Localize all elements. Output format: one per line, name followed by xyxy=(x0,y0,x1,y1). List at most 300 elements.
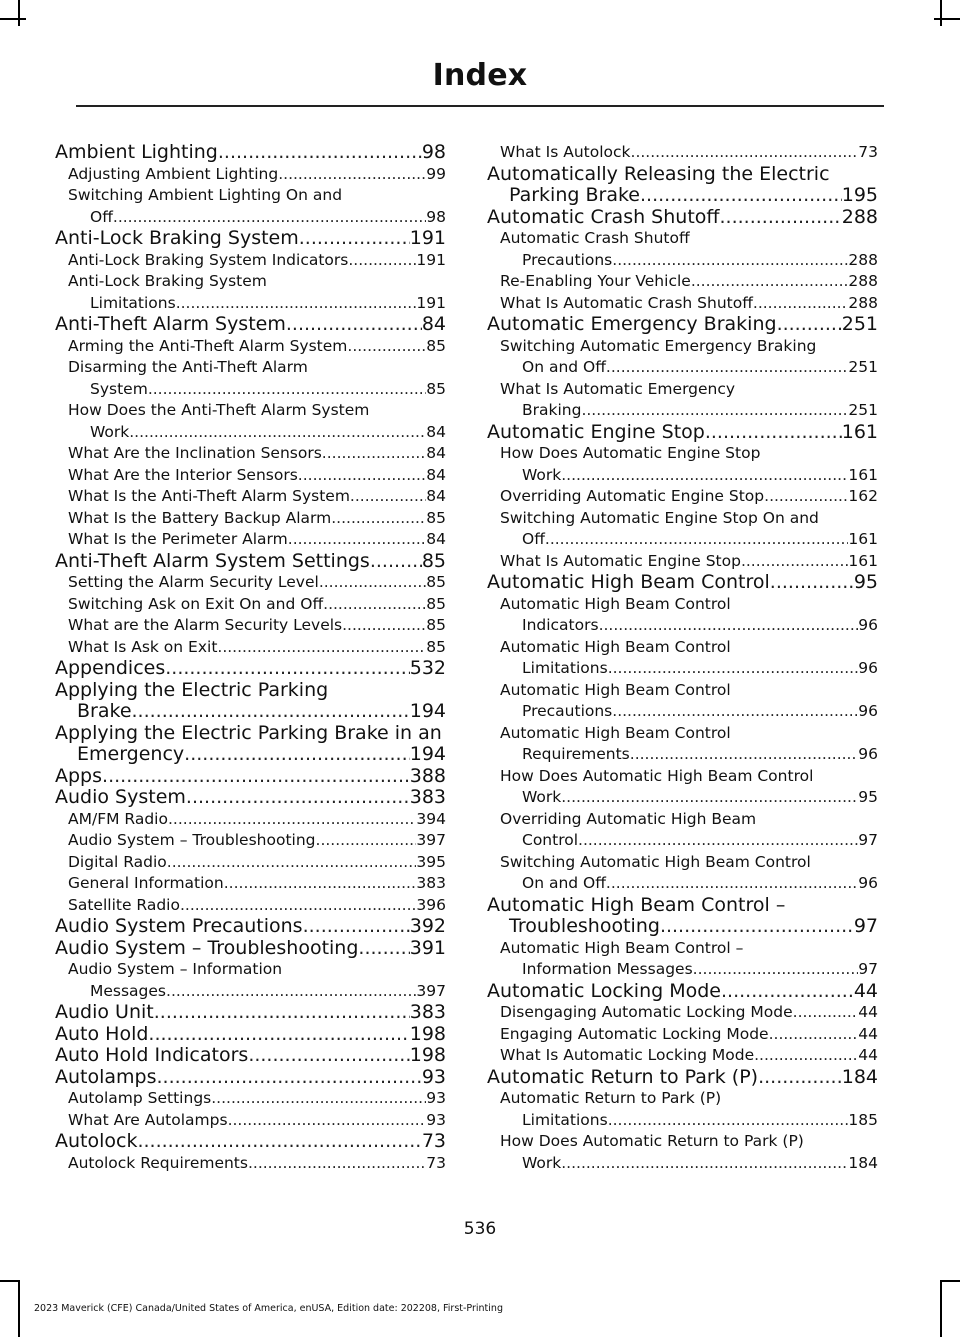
index-heading[interactable] xyxy=(487,895,878,938)
index-entry-line xyxy=(487,680,878,702)
entry-page-number: 73 xyxy=(858,143,878,161)
index-subentry[interactable] xyxy=(487,594,878,637)
entry-page-number: 251 xyxy=(841,313,878,335)
entry-label: Apps xyxy=(55,764,103,787)
index-entry-line xyxy=(55,658,446,680)
index-subentry[interactable] xyxy=(55,465,446,487)
index-subentry[interactable] xyxy=(487,766,878,809)
index-heading[interactable] xyxy=(487,207,878,229)
index-entry-line xyxy=(487,336,878,358)
entry-page-number: 97 xyxy=(858,960,878,978)
entry-label: Re-Enabling Your Vehicle xyxy=(500,272,691,290)
entry-label: Adjusting Ambient Lighting xyxy=(68,164,279,183)
index-entry-line xyxy=(55,895,446,917)
dot-leader xyxy=(581,400,848,422)
dot-leader xyxy=(606,357,848,379)
dot-leader xyxy=(165,658,410,680)
index-entry-continuation xyxy=(487,400,878,422)
index-heading[interactable] xyxy=(55,314,446,336)
index-subentry[interactable] xyxy=(55,529,446,551)
entry-page-number: 98 xyxy=(426,207,446,226)
index-entry-continuation xyxy=(487,873,878,895)
entry-page-number: 85 xyxy=(426,637,446,656)
entry-label: Automatic Locking Mode xyxy=(487,979,721,1002)
index-entry-line xyxy=(55,465,446,487)
index-entry-line xyxy=(487,1067,878,1089)
index-subentry[interactable] xyxy=(487,142,878,164)
entry-page-number: 397 xyxy=(416,831,446,849)
index-entry-line xyxy=(487,443,878,465)
index-subentry[interactable] xyxy=(55,250,446,272)
index-entry-line xyxy=(55,787,446,809)
index-subentry[interactable] xyxy=(487,508,878,551)
index-entry-continuation xyxy=(487,916,878,938)
dot-leader xyxy=(331,508,426,530)
index-entry-line xyxy=(487,1131,878,1153)
index-subentry[interactable] xyxy=(487,271,878,293)
entry-page-number: 388 xyxy=(409,764,446,787)
index-entry-line xyxy=(55,400,446,422)
entry-label: Automatic High Beam Control xyxy=(487,571,770,593)
crop-mark-bottom-left-horizontal xyxy=(0,1280,20,1282)
dot-leader xyxy=(102,766,410,788)
index-entry-line xyxy=(55,529,446,551)
entry-label: Messages xyxy=(90,981,167,1000)
entry-label: Switching Ambient Lighting On and xyxy=(68,186,343,204)
dot-leader xyxy=(113,207,426,229)
index-entry-line xyxy=(487,314,878,336)
entry-label: General Information xyxy=(68,874,224,892)
index-subentry[interactable] xyxy=(55,637,446,659)
index-entry-line xyxy=(487,809,878,831)
entry-label: What Is Automatic Locking Mode xyxy=(500,1046,755,1064)
entry-page-number: 251 xyxy=(848,358,878,376)
dot-leader xyxy=(157,1067,422,1089)
entry-page-number: 396 xyxy=(416,895,446,914)
entry-page-number: 383 xyxy=(416,874,446,892)
index-entry-continuation xyxy=(487,185,878,207)
entry-label: What Is Automatic Emergency xyxy=(500,379,736,398)
entry-label: Auto Hold xyxy=(55,1022,149,1045)
dot-leader xyxy=(350,486,426,508)
crop-mark-bottom-left-vertical xyxy=(18,1280,20,1337)
index-entry-continuation xyxy=(487,529,878,551)
entry-page-number: 84 xyxy=(426,444,446,462)
index-entry-continuation xyxy=(487,1153,878,1175)
index-entry-line xyxy=(487,379,878,401)
entry-page-number: 95 xyxy=(853,571,878,593)
index-subentry[interactable] xyxy=(487,680,878,723)
entry-label: Overriding Automatic High Beam xyxy=(500,809,757,828)
entry-label: Arming the Anti-Theft Alarm System xyxy=(68,336,348,355)
index-subentry[interactable] xyxy=(55,486,446,508)
index-subentry[interactable] xyxy=(487,336,878,379)
dot-leader xyxy=(612,250,848,272)
entry-label: Braking xyxy=(522,401,582,419)
entry-page-number: 394 xyxy=(416,809,446,828)
entry-label: Audio System xyxy=(55,786,186,808)
index-subentry[interactable] xyxy=(487,293,878,315)
entry-label: How Does Automatic Return to Park (P) xyxy=(500,1132,804,1150)
entry-label: Anti-Lock Braking System xyxy=(68,272,267,290)
index-subentry[interactable] xyxy=(487,852,878,895)
entry-label: Applying the Electric Parking xyxy=(55,678,329,701)
entry-page-number: 84 xyxy=(426,422,446,441)
entry-page-number: 198 xyxy=(409,1044,446,1066)
entry-label: Emergency xyxy=(77,743,185,765)
entry-page-number: 97 xyxy=(853,915,878,937)
index-subentry[interactable] xyxy=(55,164,446,186)
entry-page-number: 288 xyxy=(841,205,878,228)
dot-leader xyxy=(741,551,848,573)
entry-label: What Is Autolock xyxy=(500,143,631,161)
entry-page-number: 251 xyxy=(848,401,878,419)
index-entry-line xyxy=(487,766,878,788)
entry-page-number: 96 xyxy=(858,702,878,720)
index-entry-line xyxy=(55,508,446,530)
index-heading[interactable] xyxy=(55,228,446,250)
index-entry-line xyxy=(55,336,446,358)
index-subentry[interactable] xyxy=(487,1024,878,1046)
entry-page-number: 184 xyxy=(848,1153,878,1172)
entry-page-number: 194 xyxy=(409,743,446,765)
index-heading[interactable] xyxy=(55,938,446,960)
entry-label: Satellite Radio xyxy=(68,895,180,914)
entry-label: Automatic Engine Stop xyxy=(487,420,705,443)
dot-leader xyxy=(148,1024,409,1046)
index-heading[interactable] xyxy=(55,142,446,164)
dot-leader xyxy=(764,486,848,508)
entry-label: What Is the Anti-Theft Alarm System xyxy=(68,487,350,505)
index-subentry[interactable] xyxy=(487,379,878,422)
entry-label: Limitations xyxy=(90,293,176,312)
index-entry-line xyxy=(55,1088,446,1110)
index-subentry[interactable] xyxy=(487,938,878,981)
entry-page-number: 85 xyxy=(426,508,446,527)
index-entry-continuation xyxy=(487,465,878,487)
index-subentry[interactable] xyxy=(487,551,878,573)
index-subentry[interactable] xyxy=(55,1153,446,1175)
index-subentry[interactable] xyxy=(487,1131,878,1174)
index-entry-line xyxy=(55,938,446,960)
index-entry-line xyxy=(487,207,878,229)
index-entry-line xyxy=(55,271,446,293)
entry-label: Audio System – Troubleshooting xyxy=(68,831,316,849)
entry-page-number: 161 xyxy=(848,465,878,484)
index-subentry[interactable] xyxy=(487,1002,878,1024)
index-subentry[interactable] xyxy=(55,1110,446,1132)
entry-page-number: 161 xyxy=(848,551,878,570)
index-subentry[interactable] xyxy=(55,1088,446,1110)
entry-page-number: 44 xyxy=(853,979,878,1002)
entry-page-number: 85 xyxy=(426,379,446,398)
dot-leader xyxy=(561,465,848,487)
index-subentry[interactable] xyxy=(55,615,446,637)
index-entry-line xyxy=(55,680,446,702)
index-entry-line xyxy=(55,916,446,938)
entry-label: Anti-Lock Braking System Indicators xyxy=(68,250,349,269)
index-subentry[interactable] xyxy=(55,357,446,400)
index-heading[interactable] xyxy=(55,1024,446,1046)
index-subentry[interactable] xyxy=(487,228,878,271)
entry-page-number: 73 xyxy=(421,1130,446,1152)
dot-leader xyxy=(753,293,849,315)
entry-label: Off xyxy=(90,207,113,226)
index-entry-continuation xyxy=(55,744,446,766)
index-heading[interactable] xyxy=(55,787,446,809)
entry-label: Anti-Theft Alarm System xyxy=(55,313,286,335)
index-entry-line xyxy=(55,250,446,272)
index-entry-line xyxy=(487,142,878,164)
index-entry-line xyxy=(487,1002,878,1024)
index-entry-line xyxy=(55,486,446,508)
index-entry-line xyxy=(55,637,446,659)
index-subentry[interactable] xyxy=(55,271,446,314)
dot-leader xyxy=(769,1024,859,1046)
entry-label: Automatic Return to Park (P) xyxy=(487,1065,759,1088)
index-entry-continuation xyxy=(487,357,878,379)
entry-label: What Is Ask on Exit xyxy=(68,637,218,656)
index-entry-line xyxy=(55,1067,446,1089)
dot-leader xyxy=(358,938,409,960)
dot-leader xyxy=(211,1088,426,1110)
dot-leader xyxy=(217,637,426,659)
index-subentry[interactable] xyxy=(55,873,446,895)
index-subentry[interactable] xyxy=(55,443,446,465)
entry-page-number: 73 xyxy=(426,1153,446,1172)
entry-label: Audio System Precautions xyxy=(55,915,303,937)
dot-leader xyxy=(298,465,426,487)
entry-page-number: 93 xyxy=(421,1065,446,1088)
index-heading[interactable] xyxy=(487,164,878,207)
entry-label: Switching Automatic High Beam Control xyxy=(500,852,811,871)
index-heading[interactable] xyxy=(487,981,878,1003)
entry-label: Information Messages xyxy=(522,960,693,978)
dot-leader xyxy=(599,615,859,637)
entry-page-number: 395 xyxy=(416,852,446,871)
index-subentry[interactable] xyxy=(487,637,878,680)
index-heading[interactable] xyxy=(55,680,446,723)
entry-label: Requirements xyxy=(522,745,630,763)
dot-leader xyxy=(248,1045,409,1067)
dot-leader xyxy=(606,873,858,895)
entry-label: Autolock Requirements xyxy=(68,1153,248,1172)
entry-label: Work xyxy=(522,465,562,484)
index-subentry[interactable] xyxy=(487,1088,878,1131)
index-heading[interactable] xyxy=(55,1045,446,1067)
entry-label: Off xyxy=(522,530,545,548)
entry-label: Automatic High Beam Control xyxy=(500,594,731,613)
index-subentry[interactable] xyxy=(487,486,878,508)
index-subentry[interactable] xyxy=(55,895,446,917)
entry-label: Limitations xyxy=(522,659,608,677)
index-entry-continuation xyxy=(487,830,878,852)
entry-label: Autolamps xyxy=(55,1065,157,1088)
entry-label: Brake xyxy=(77,700,132,722)
page-number: 536 xyxy=(463,1219,497,1239)
index-subentry[interactable] xyxy=(55,809,446,831)
entry-label: Automatically Releasing the Electric xyxy=(487,162,830,185)
index-entry-line xyxy=(487,1024,878,1046)
entry-label: Automatic Crash Shutoff xyxy=(487,205,720,228)
index-entry-line xyxy=(55,572,446,594)
index-subentry[interactable] xyxy=(55,830,446,852)
index-heading[interactable] xyxy=(55,916,446,938)
entry-label: Precautions xyxy=(522,250,613,269)
entry-page-number: 191 xyxy=(416,250,446,269)
dot-leader xyxy=(319,572,426,594)
dot-leader xyxy=(608,1110,849,1132)
dot-leader xyxy=(348,250,416,272)
index-entry-continuation xyxy=(55,701,446,723)
dot-leader xyxy=(224,873,417,895)
index-entry-line xyxy=(55,1131,446,1153)
index-heading[interactable] xyxy=(55,1002,446,1024)
entry-label: What Are the Inclination Sensors xyxy=(68,444,322,462)
dot-leader xyxy=(793,1002,859,1024)
index-heading[interactable] xyxy=(487,572,878,594)
index-entry-line xyxy=(487,938,878,960)
entry-page-number: 44 xyxy=(858,1024,878,1043)
entry-page-number: 184 xyxy=(841,1065,878,1088)
entry-label: Engaging Automatic Locking Mode xyxy=(500,1024,769,1043)
index-subentry[interactable] xyxy=(55,594,446,616)
dot-leader xyxy=(640,185,842,207)
dot-leader xyxy=(561,1153,848,1175)
index-subentry[interactable] xyxy=(55,959,446,1002)
entry-page-number: 96 xyxy=(858,745,878,763)
index-column-left xyxy=(55,142,446,1174)
index-subentry[interactable] xyxy=(55,185,446,228)
index-heading[interactable] xyxy=(55,723,446,766)
entry-label: Troubleshooting xyxy=(509,915,660,937)
entry-page-number: 191 xyxy=(416,293,446,312)
index-entry-continuation xyxy=(487,744,878,766)
index-heading[interactable] xyxy=(487,422,878,444)
index-entry-continuation xyxy=(55,422,446,444)
dot-leader xyxy=(303,916,410,938)
entry-label: Autolock xyxy=(55,1130,138,1152)
entry-label: Auto Hold Indicators xyxy=(55,1044,249,1066)
index-subentry[interactable] xyxy=(487,443,878,486)
dot-leader xyxy=(166,981,416,1003)
index-subentry[interactable] xyxy=(55,572,446,594)
entry-label: Automatic High Beam Control xyxy=(500,723,731,742)
entry-label: Anti-Theft Alarm System Settings xyxy=(55,549,370,572)
index-entry-line xyxy=(487,1088,878,1110)
entry-label: Switching Ask on Exit On and Off xyxy=(68,594,324,613)
index-subentry[interactable] xyxy=(487,723,878,766)
dot-leader xyxy=(278,164,426,186)
index-heading[interactable] xyxy=(55,551,446,573)
entry-page-number: 85 xyxy=(421,549,446,572)
index-heading[interactable] xyxy=(487,1067,878,1089)
entry-page-number: 98 xyxy=(421,141,446,163)
entry-label: Appendices xyxy=(55,657,166,679)
entry-page-number: 97 xyxy=(858,831,878,849)
index-heading[interactable] xyxy=(55,766,446,788)
entry-page-number: 93 xyxy=(426,1110,446,1129)
entry-label: Automatic Emergency Braking xyxy=(487,313,777,335)
index-entry-continuation xyxy=(487,250,878,272)
entry-label: Audio Unit xyxy=(55,1001,154,1023)
index-entry-line xyxy=(55,830,446,852)
index-entry-continuation xyxy=(487,701,878,723)
entry-label: Parking Brake xyxy=(509,184,640,206)
index-subentry[interactable] xyxy=(55,400,446,443)
index-entry-line xyxy=(487,508,878,530)
index-heading[interactable] xyxy=(487,314,878,336)
entry-label: Indicators xyxy=(522,616,599,634)
entry-label: Disengaging Automatic Locking Mode xyxy=(500,1003,793,1021)
index-column-right xyxy=(487,142,878,1174)
entry-label: Work xyxy=(90,422,130,441)
entry-page-number: 288 xyxy=(848,250,878,269)
index-heading[interactable] xyxy=(55,1131,446,1153)
entry-page-number: 85 xyxy=(426,594,446,613)
index-entry-continuation xyxy=(55,379,446,401)
entry-page-number: 288 xyxy=(848,293,878,312)
dot-leader xyxy=(322,443,426,465)
index-subentry[interactable] xyxy=(55,508,446,530)
index-entry-line xyxy=(55,551,446,573)
entry-page-number: 85 xyxy=(426,616,446,634)
entry-label: System xyxy=(90,379,148,398)
entry-label: Precautions xyxy=(522,702,613,720)
crop-mark-top-left-vertical xyxy=(18,0,20,26)
dot-leader xyxy=(218,142,422,164)
crop-mark-bottom-right-horizontal xyxy=(940,1280,960,1282)
entry-label: Automatic High Beam Control xyxy=(500,680,731,699)
dot-leader xyxy=(770,572,854,594)
dot-leader xyxy=(154,1002,410,1024)
index-heading[interactable] xyxy=(55,1067,446,1089)
index-entry-line xyxy=(55,1002,446,1024)
dot-leader xyxy=(608,658,859,680)
entry-page-number: 44 xyxy=(858,1046,878,1064)
dot-leader xyxy=(286,314,422,336)
entry-label: How Does Automatic High Beam Control xyxy=(500,766,814,785)
index-subentry[interactable] xyxy=(487,1045,878,1067)
entry-page-number: 96 xyxy=(858,659,878,677)
index-entry-line xyxy=(55,873,446,895)
entry-label: What are the Alarm Security Levels xyxy=(68,616,343,634)
entry-label: Anti-Lock Braking System xyxy=(55,227,299,249)
index-entry-line xyxy=(487,551,878,573)
index-subentry[interactable] xyxy=(55,852,446,874)
dot-leader xyxy=(631,142,859,164)
entry-label: Overriding Automatic Engine Stop xyxy=(500,487,765,505)
entry-label: Applying the Electric Parking Brake in an xyxy=(55,721,442,744)
index-heading[interactable] xyxy=(55,658,446,680)
index-subentry[interactable] xyxy=(487,809,878,852)
entry-label: Switching Automatic Emergency Braking xyxy=(500,336,817,355)
index-entry-line xyxy=(487,164,878,186)
entry-label: Automatic High Beam Control xyxy=(500,637,731,656)
dot-leader xyxy=(612,701,858,723)
entry-page-number: 397 xyxy=(416,981,446,1000)
entry-page-number: 198 xyxy=(409,1022,446,1045)
dot-leader xyxy=(561,787,858,809)
index-entry-line xyxy=(487,271,878,293)
entry-page-number: 96 xyxy=(858,616,878,634)
index-entry-continuation xyxy=(487,658,878,680)
entry-label: What Is the Perimeter Alarm xyxy=(68,530,288,548)
entry-page-number: 84 xyxy=(421,313,446,335)
index-subentry[interactable] xyxy=(55,336,446,358)
dot-leader xyxy=(721,981,854,1003)
entry-label: Audio System – Information xyxy=(68,960,283,978)
